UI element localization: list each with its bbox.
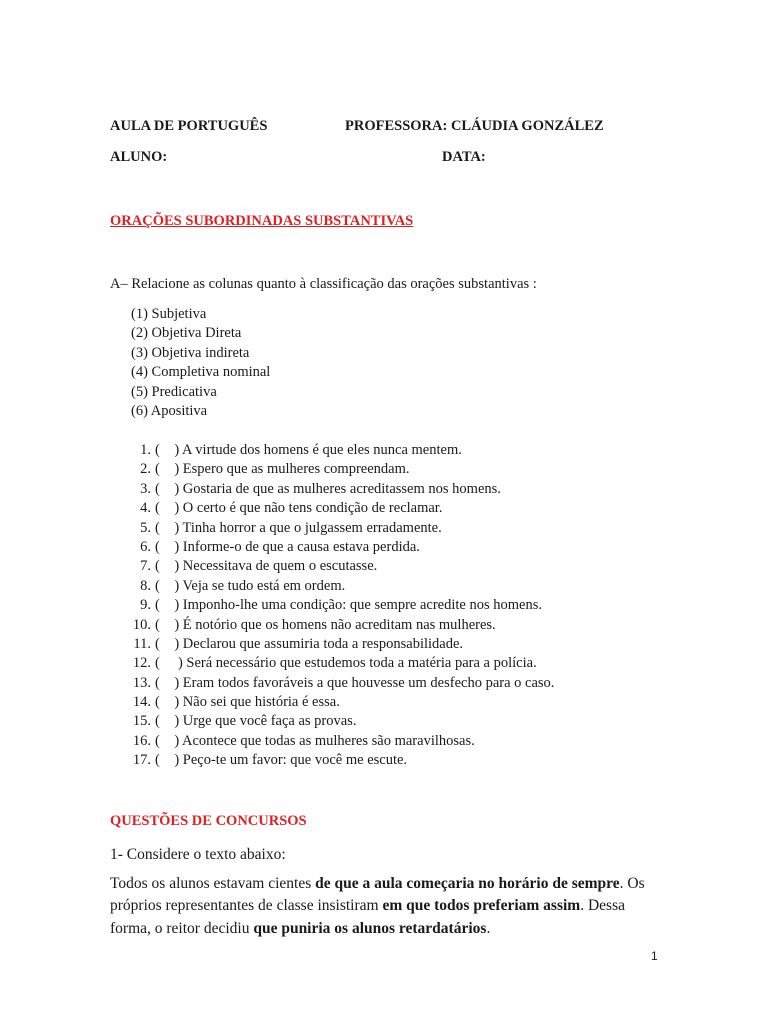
item-text: Tinha horror a que o julgassem erradamente. [182, 519, 442, 536]
sentence-item [131, 751, 554, 770]
page-number: 1 [651, 949, 658, 963]
item-number: 6. [140, 538, 151, 555]
paragraph-text: Todos os alunos estavam cientes [110, 875, 316, 892]
answer-blank: ( ) [155, 674, 180, 691]
paragraph-bold-clause: em que todos preferiam assim [382, 897, 581, 915]
item-text: Veja se tudo está em ordem. [182, 577, 346, 594]
date-label: DATA: [442, 149, 486, 165]
answer-blank: ( ) [155, 635, 180, 652]
item-number: 7. [140, 558, 151, 575]
sentence-item [131, 577, 554, 596]
answer-blank: ( ) [155, 500, 180, 517]
sentence-item [131, 732, 554, 751]
item-number: 4. [140, 500, 151, 517]
item-number: 17. [132, 752, 151, 769]
sentence-item [131, 596, 554, 615]
sentence-item [131, 654, 554, 673]
answer-blank: ( ) [155, 732, 180, 749]
classification-option: (2) Objetiva Direta [131, 325, 242, 342]
item-number: 16. [132, 732, 151, 749]
item-text: Necessitava de quem o escutasse. [182, 558, 378, 575]
answer-blank: ( ) [155, 713, 180, 730]
section-title-oracoes: ORAÇÕES SUBORDINADAS SUBSTANTIVAS [110, 213, 414, 229]
item-number: 9. [140, 597, 151, 614]
item-text: Acontece que todas as mulheres são maravilhosas. [182, 732, 475, 749]
item-text: O certo é que não tens condição de reclamar. [182, 500, 443, 517]
classification-option: (1) Subjetiva [131, 306, 207, 322]
item-number: 12. [132, 655, 151, 672]
item-text: Declarou que assumiria toda a responsabilidade. [182, 635, 464, 652]
item-text: É notório que os homens não acreditam nas mulheres. [182, 616, 496, 633]
teacher-name: PROFESSORA: CLÁUDIA GONZÁLEZ [345, 118, 604, 134]
answer-blank: ( ) [155, 655, 183, 672]
course-title: AULA DE PORTUGUÊS [110, 118, 268, 134]
section-title-concursos: QUESTÕES DE CONCURSOS [110, 813, 307, 829]
item-number: 11. [133, 635, 151, 652]
sentence-item [131, 499, 554, 518]
item-text: Urge que você faça as provas. [182, 713, 357, 730]
answer-blank: ( ) [155, 538, 180, 555]
item-number: 3. [140, 480, 151, 497]
sentence-item [131, 538, 554, 557]
item-number: 2. [140, 461, 151, 478]
item-number: 5. [140, 519, 151, 536]
sentence-item [131, 519, 554, 538]
paragraph-text: . [486, 919, 491, 937]
classification-option: (6) Apositiva [131, 402, 208, 419]
sentence-item [131, 693, 554, 712]
answer-blank: ( ) [155, 442, 180, 458]
question-text: 1- Considere o texto abaixo: [110, 846, 286, 863]
instruction-text: A– Relacione as colunas quanto à classificação das orações substantivas : [110, 276, 537, 292]
answer-blank: ( ) [155, 694, 180, 711]
sentence-item [131, 557, 554, 576]
item-text: Informe-o de que a causa estava perdida. [182, 538, 420, 555]
sentence-item [131, 441, 554, 460]
item-text: A virtude dos homens é que eles nunca mentem. [182, 442, 462, 458]
item-number: 15. [132, 713, 151, 730]
paragraph-text: . Os próprios representantes de classe insistiram [110, 875, 645, 915]
classification-option: (3) Objetiva indireta [131, 344, 250, 361]
sentence-item [131, 712, 554, 731]
paragraph-text: . Dessa forma, o reitor decidiu [110, 897, 625, 937]
item-text: Será necessário que estudemos toda a matéria para a polícia. [186, 655, 537, 672]
item-number: 8. [140, 577, 151, 594]
sentence-item [131, 674, 554, 693]
item-text: Imponho-lhe uma condição: que sempre acredite nos homens. [182, 597, 542, 614]
sentence-items-list [131, 441, 554, 771]
item-number: 10. [132, 616, 151, 633]
item-number: 14. [132, 694, 151, 711]
paragraph-bold-clause: de que a aula começaria no horário de sempre [315, 875, 620, 892]
answer-blank: ( ) [155, 519, 180, 536]
item-number: 13. [132, 674, 151, 691]
item-text: Eram todos favoráveis a que houvesse um desfecho para o caso. [182, 674, 555, 691]
sentence-item [131, 635, 554, 654]
answer-blank: ( ) [155, 480, 180, 497]
classification-option: (5) Predicativa [131, 383, 217, 400]
answer-blank: ( ) [155, 461, 180, 478]
sentence-item [131, 460, 554, 479]
answer-blank: ( ) [155, 597, 180, 614]
item-text: Não sei que história é essa. [182, 694, 340, 711]
paragraph-bold-clause: que puniria os alunos retardatários [253, 919, 487, 937]
item-text: Espero que as mulheres compreendam. [182, 461, 410, 478]
classification-option: (4) Completiva nominal [131, 364, 271, 381]
item-text: Peço-te um favor: que você me escute. [182, 752, 408, 769]
item-text: Gostaria de que as mulheres acreditassem nos homens. [182, 480, 501, 497]
sentence-item [131, 480, 554, 499]
answer-blank: ( ) [155, 577, 180, 594]
classification-options-list [131, 305, 270, 421]
student-label: ALUNO: [110, 149, 168, 165]
item-number: 1. [140, 442, 151, 458]
answer-blank: ( ) [155, 752, 180, 769]
question-paragraph [110, 873, 658, 940]
answer-blank: ( ) [155, 558, 180, 575]
answer-blank: ( ) [155, 616, 180, 633]
sentence-item [131, 616, 554, 635]
